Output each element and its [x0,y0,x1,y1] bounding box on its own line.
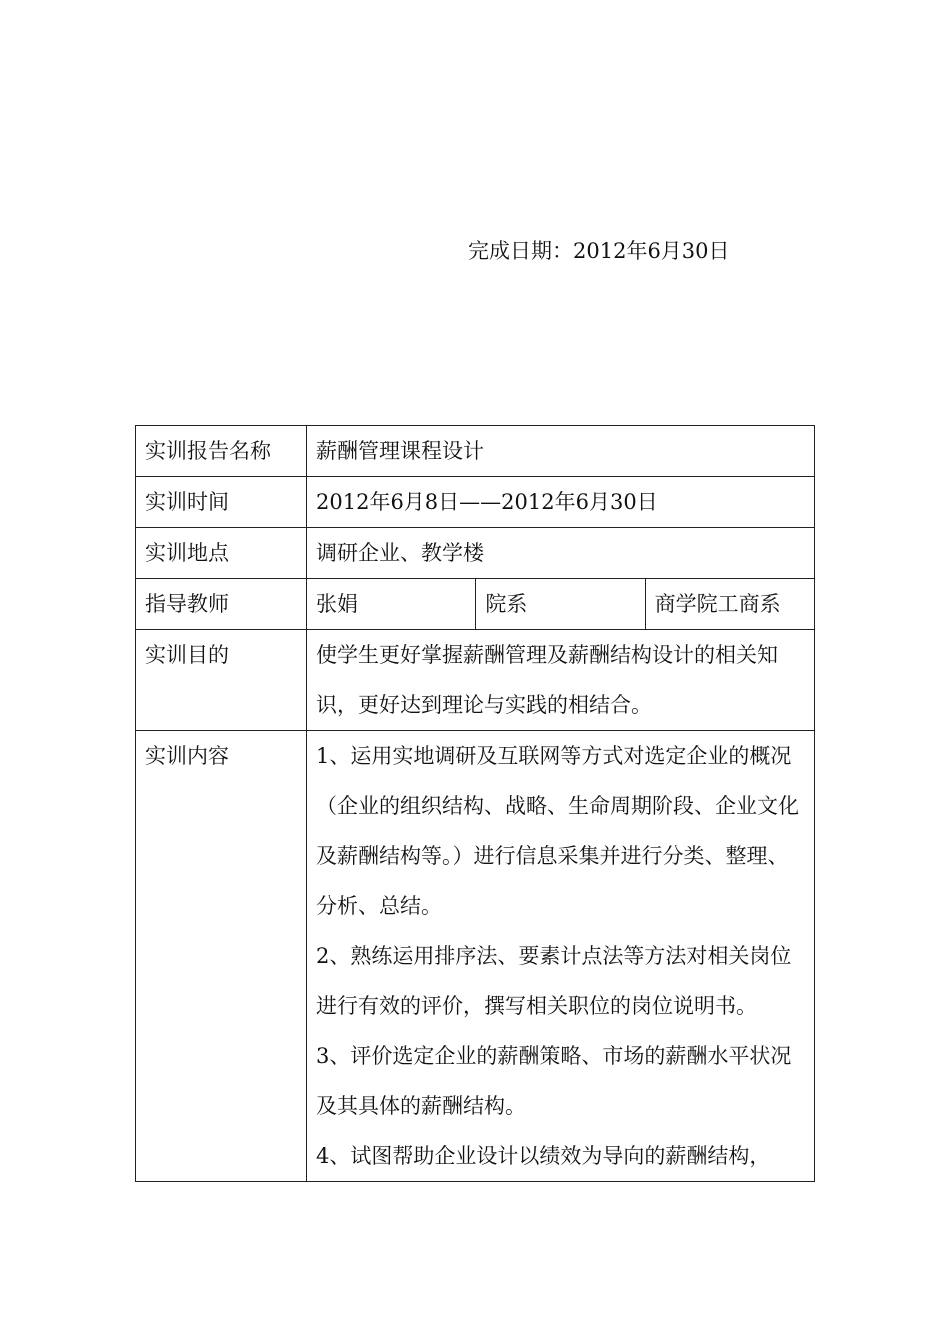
content-label: 实训内容 [136,731,307,1182]
location-label: 实训地点 [136,528,307,579]
location-value: 调研企业、教学楼 [307,528,815,579]
table-row-instructor [136,579,815,630]
purpose-value: 使学生更好掌握薪酬管理及薪酬结构设计的相关知识，更好达到理论与实践的相结合。 [307,630,815,731]
content-item: 2、熟练运用排序法、要素计点法等方法对相关岗位进行有效的评价，撰写相关职位的岗位说明书。 [316,944,792,1018]
table-row-location [136,528,815,579]
content-item: 1、运用实地调研及互联网等方式对选定企业的概况（企业的组织结构、战略、生命周期阶段、企业文化及薪酬结构等。）进行信息采集并进行分类、整理、分析、总结。 [316,744,799,918]
department-value: 商学院工商系 [645,579,814,630]
content-item: 4、试图帮助企业设计以绩效为导向的薪酬结构， [316,1144,771,1168]
time-value: 2012年6月8日——2012年6月30日 [307,477,815,528]
department-label: 院系 [476,579,645,630]
instructor-label: 指导教师 [136,579,307,630]
instructor-value: 张娟 [307,579,476,630]
table-row-time [136,477,815,528]
completion-date-label: 完成日期： [468,239,573,263]
report-name-value: 薪酬管理课程设计 [307,426,815,477]
completion-date-value: 2012年6月30日 [573,239,730,263]
table-row-content [136,731,815,1182]
content-value [307,731,815,1182]
table-row-report-name [136,426,815,477]
purpose-label: 实训目的 [136,630,307,731]
content-item: 3、评价选定企业的薪酬策略、市场的薪酬水平状况及其具体的薪酬结构。 [316,1044,792,1118]
report-name-label: 实训报告名称 [136,426,307,477]
time-label: 实训时间 [136,477,307,528]
table-row-purpose [136,630,815,731]
report-table [135,425,815,1182]
completion-date [468,236,730,266]
